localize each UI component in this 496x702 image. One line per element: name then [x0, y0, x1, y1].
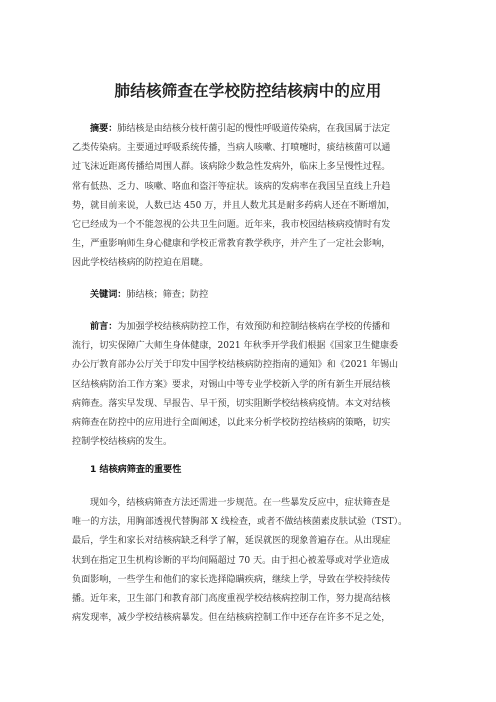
body-line: 最后，学生和家长对结核病缺乏科学了解，延误就医的现象普遍存在。从出现症: [72, 536, 391, 547]
body-line: 状到在指定卫生机构诊断的平均间隔超过 70 天。由于担心被羞辱或对学业造成: [72, 555, 390, 566]
abstract-line: 生，严重影响师生身心健康和学校正常教育教学秩序，并产生了一定社会影响，: [72, 239, 391, 250]
preface-label: 前言：: [90, 322, 118, 332]
preface-line: 病筛查在防控中的应用进行全面阐述，以此来分析学校防控结核病的策略，切实: [72, 417, 391, 428]
abstract-line: [72, 120, 440, 139]
abstract-text: 肺结核是由结核分枝杆菌引起的慢性呼吸道传染病，在我国属于法定: [117, 124, 391, 134]
abstract-line: 因此学校结核病的防控迫在眉睫。: [72, 258, 209, 269]
abstract-line: 常有低热、乏力、咳嗽、咯血和盗汗等症状。该病的发病率在我国呈直线上升趋: [72, 181, 391, 192]
abstract-block: [72, 120, 440, 274]
keywords-block: [72, 286, 440, 305]
keywords-label: 关键词：: [90, 290, 127, 300]
body-line: 现如今，结核病筛查方法还需进一步规范。在一些暴发反应中，症状筛查是: [90, 498, 391, 508]
preface-line: 流行，切实保障广大师生身体健康，2021 年秋季开学我们根据《国家卫生健康委: [72, 341, 399, 352]
preface-line: 区结核病防治工作方案》要求，对锡山中等专业学校新入学的所有新生开展结核: [72, 379, 391, 390]
section-body: [72, 494, 440, 628]
preface-block: [72, 318, 440, 452]
preface-text: 为加强学校结核病防控工作，有效预防和控制结核病在学校的传播和: [117, 322, 391, 332]
body-line: 唯一的方法，用胸部透视代替胸部 X 线检查，或者不做结核菌素皮肤试验（TST）。: [72, 517, 408, 528]
preface-line: 控制学校结核病的发生。: [72, 437, 173, 448]
preface-line: [72, 318, 440, 337]
keywords-text: 肺结核；筛查；防控: [126, 290, 209, 300]
body-line: 播。近年来，卫生部门和教育部门高度重视学校结核病控制工作，努力提高结核: [72, 593, 391, 604]
abstract-line: 过飞沫近距离传播给周围人群。该病除少数急性发病外，临床上多呈慢性过程。: [72, 162, 391, 173]
preface-line: 病筛查。落实早发现、早报告、早干预，切实阻断学校结核病疫情。本文对结核: [72, 398, 391, 409]
abstract-line: 势，就目前来说，人数已达 450 万，并且人数尤其是耐多药病人还在不断增加，: [72, 200, 396, 211]
keywords-line: [72, 286, 440, 305]
body-line: 负面影响，一些学生和他们的家长选择隐瞒疾病，继续上学，导致在学校持续传: [72, 574, 391, 585]
body-line: 病发现率，减少学校结核病暴发。但在结核病控制工作中还存在许多不足之处，: [72, 613, 391, 624]
abstract-line: 它已经成为一个不能忽视的公共卫生问题。近年来，我市校园结核病疫情时有发: [72, 219, 391, 230]
paper-title: 肺结核筛查在学校防控结核病中的应用: [114, 82, 382, 100]
section-heading: 1 结核病筛查的重要性: [90, 465, 182, 475]
abstract-label: 摘要：: [90, 124, 118, 134]
abstract-line: 乙类传染病。主要通过呼吸系统传播，当病人咳嗽、打喷嚏时，痰结核菌可以通: [72, 143, 391, 154]
preface-line: 办公厅教育部办公厅关于印发中国学校结核病防控指南的通知》和《2021 年锡山: [72, 360, 399, 371]
